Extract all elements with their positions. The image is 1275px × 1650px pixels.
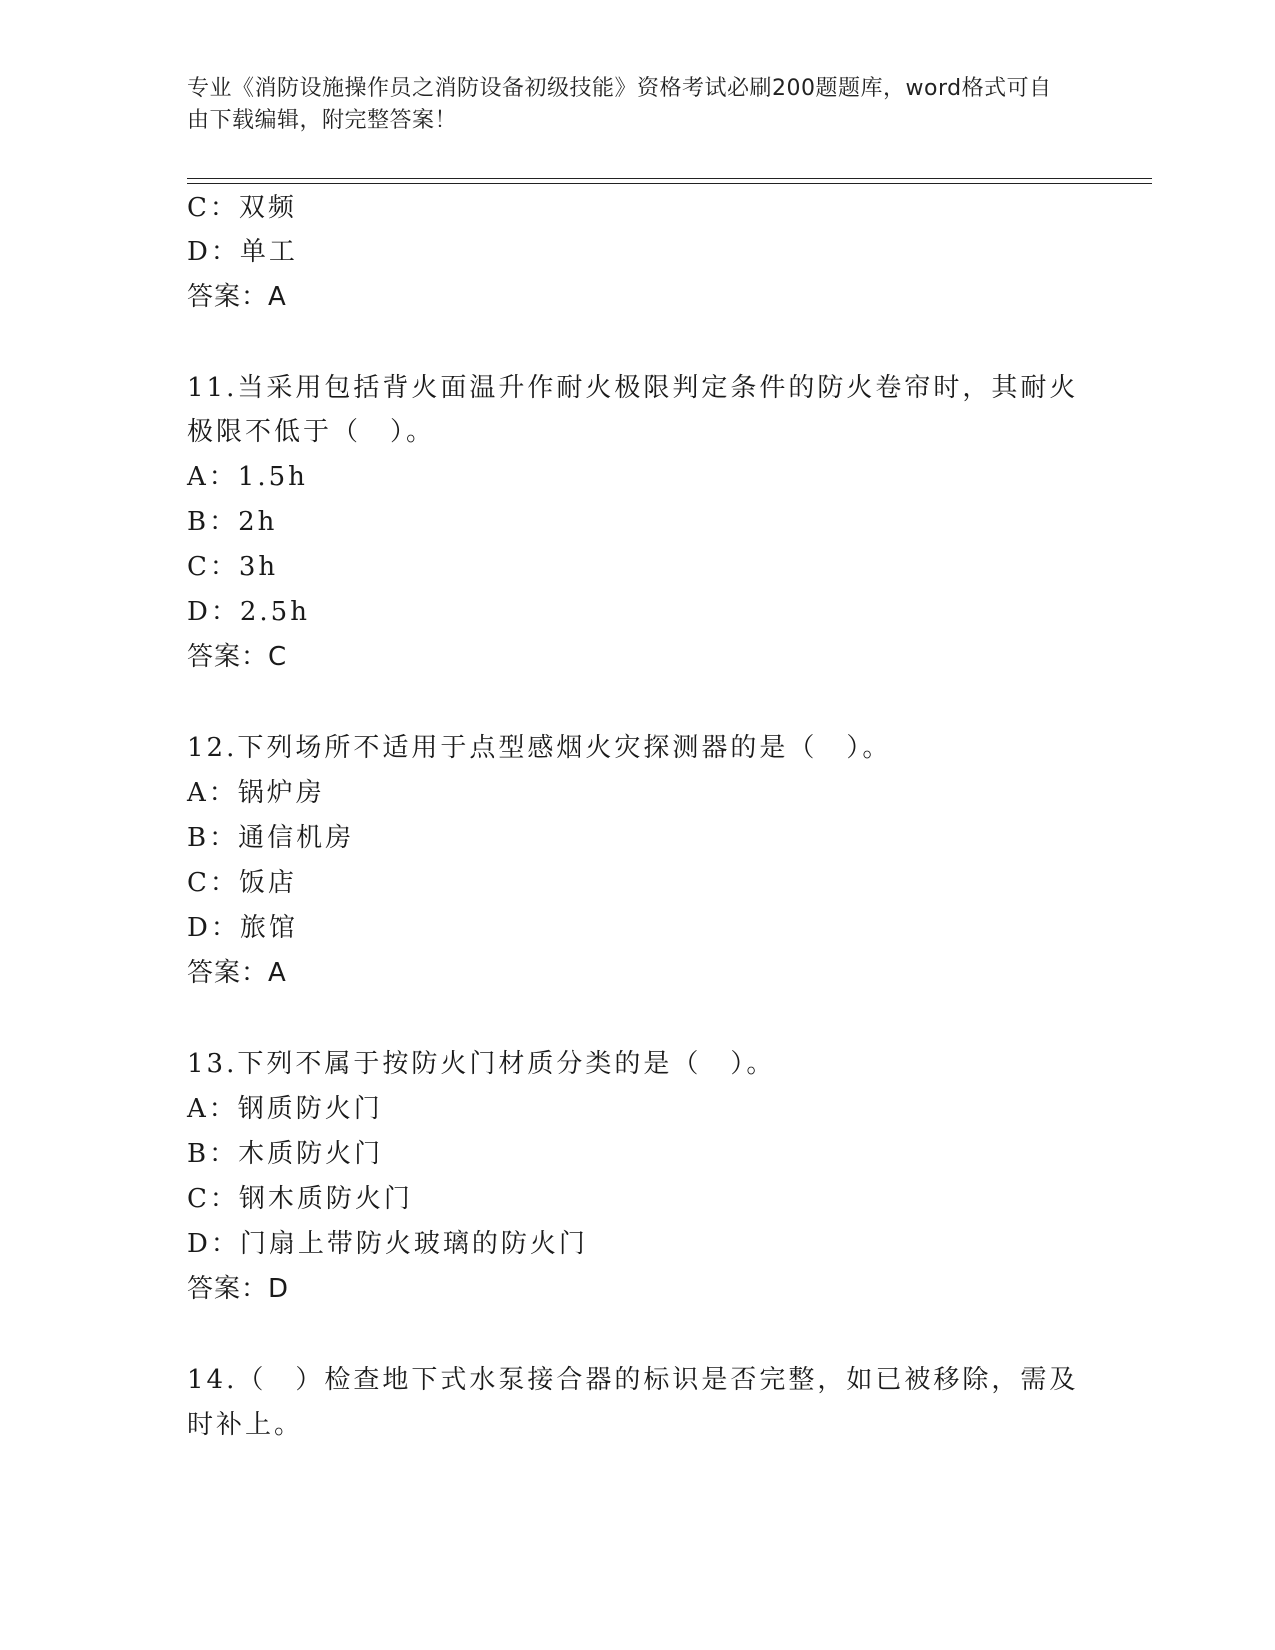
question-12-option-c: C：饭店 (187, 868, 297, 898)
question-12-stem-line1: 12.下列场所不适用于点型感烟火灾探测器的是（ ）。 (187, 733, 892, 763)
question-13-stem-line1: 13.下列不属于按防火门材质分类的是（ ）。 (187, 1049, 776, 1079)
question-11-option-b: B：2h (187, 507, 278, 537)
question-11-option-a: A：1.5h (187, 462, 308, 492)
question-13-option-c: C：钢木质防火门 (187, 1184, 413, 1214)
question-12-option-b: B：通信机房 (187, 823, 355, 853)
header-divider-top (187, 178, 1152, 179)
question-11-option-d: D：2.5h (187, 597, 310, 627)
question-13-option-d: D：门扇上带防火玻璃的防火门 (187, 1229, 588, 1259)
prev-option-d: D：单工 (187, 237, 298, 267)
prev-answer: 答案：A (187, 282, 287, 312)
question-13-option-b: B：木质防火门 (187, 1139, 384, 1169)
question-13-answer: 答案：D (187, 1274, 290, 1304)
question-12-option-d: D：旅馆 (187, 913, 298, 943)
question-11-answer: 答案：C (187, 642, 288, 672)
question-12-option-a: A：锅炉房 (187, 778, 325, 808)
header-divider-bottom (187, 183, 1152, 184)
document-header: 专业《消防设施操作员之消防设备初级技能》资格考试必刷200题题库，word格式可自由下载编辑，附完整答案！ (187, 76, 1052, 133)
question-11-option-c: C：3h (187, 552, 279, 582)
question-14-stem-line2: 时补上。 (187, 1410, 304, 1440)
question-11-stem-line1: 11.当采用包括背火面温升作耐火极限判定条件的防火卷帘时，其耐火 (187, 373, 1079, 403)
question-11-stem-line2: 极限不低于（ ）。 (187, 417, 436, 447)
question-12-answer: 答案：A (187, 958, 287, 988)
prev-option-c: C：双频 (187, 193, 297, 223)
question-14-stem-line1: 14.（ ）检查地下式水泵接合器的标识是否完整，如已被移除，需及 (187, 1365, 1079, 1395)
question-13-option-a: A：钢质防火门 (187, 1094, 383, 1124)
